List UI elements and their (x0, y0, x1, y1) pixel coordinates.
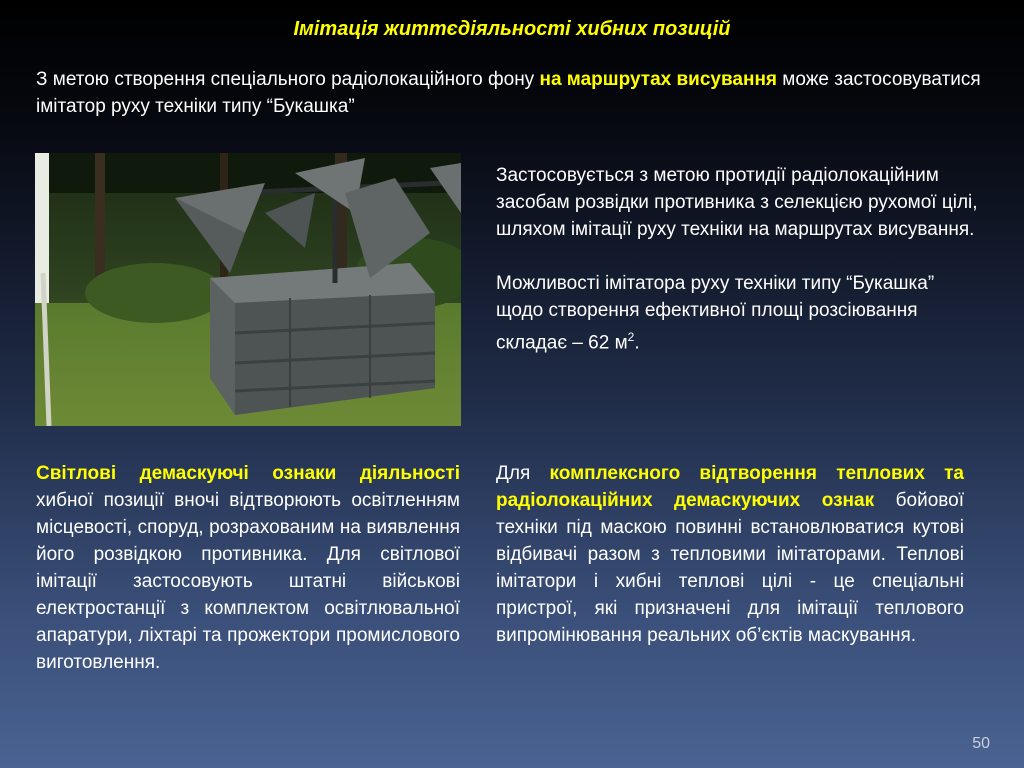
thermal-text-end: бойової техніки під маскою повинні встановлюватися кутові відбивачі разом з тепловими імітаторами. Теплові імітатори і хибні теплові цілі - це спеціальні пристрої, які призначені для імітації теплового випромінювання реальних об’єктів маскування. (496, 490, 964, 646)
rcs-text-end: . (634, 332, 640, 354)
thermal-highlight: комплексного відтворення теплових та радіолокаційних демаскуючих ознак (496, 463, 964, 511)
rcs-text: Можливості імітатора руху техніки типу “Букашка” щодо створення ефективної площі розсіювання складає – 62 м (496, 273, 935, 354)
page-number: 50 (972, 735, 990, 752)
intro-text-start: З метою створення спеціального радіолокаційного фону (36, 69, 540, 90)
thermal-text-start: Для (496, 463, 550, 484)
bukashka-simulator-photo (35, 153, 461, 426)
light-signs-highlight: Світлові демаскуючі ознаки діяльності (36, 463, 460, 484)
description-paragraph-2 (496, 270, 986, 356)
intro-highlight: на маршрутах висування (539, 69, 778, 90)
slide-title: Імітація життєдіяльності хибних позицій (293, 18, 731, 40)
simulator-description (496, 162, 986, 356)
light-signs-paragraph (36, 460, 460, 676)
intro-paragraph (36, 66, 996, 120)
thermal-radar-paragraph (496, 460, 964, 649)
intro-text-end: може застосовуватися імітатор руху техніки типу “Букашка” (36, 69, 981, 117)
light-signs-text: хибної позиції вночі відтворюють освітленням місцевості, споруд, розрахованим на виявлення його розвідкою противника. Для світлової імітації застосовують штатні військові електростанції з комплектом освітлювальної апаратури, ліхтарі та прожектори промислового виготовлення. (36, 490, 460, 673)
rcs-superscript: 2 (627, 330, 635, 344)
description-paragraph-1: Застосовується з метою протидії радіолокаційним засобам розвідки противника з селекцією рухомої цілі, шляхом імітації руху техніки на маршрутах висування. (496, 165, 978, 240)
